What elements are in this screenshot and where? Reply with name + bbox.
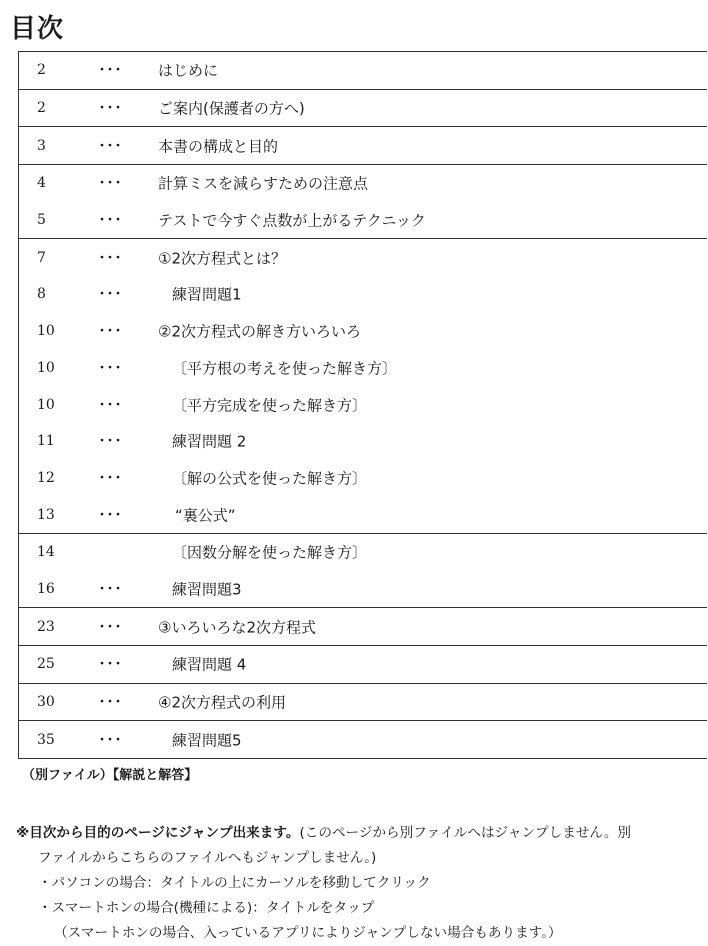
toc-leader-dots: ･･･ bbox=[99, 250, 124, 265]
toc-page-number: 10 bbox=[37, 396, 55, 413]
toc-page-number: 5 bbox=[37, 212, 46, 229]
toc-row bbox=[19, 534, 707, 571]
toc-row bbox=[19, 496, 707, 533]
toc-page-number: 10 bbox=[37, 323, 55, 340]
toc-page-number: 2 bbox=[37, 100, 46, 117]
toc-leader-dots: ･･･ bbox=[99, 656, 124, 671]
toc-page-number: 10 bbox=[37, 359, 55, 376]
toc-entry-link[interactable]: はじめに bbox=[158, 61, 219, 80]
toc-page-number: 12 bbox=[37, 469, 55, 486]
toc-page-number: 4 bbox=[37, 175, 46, 192]
toc-page-number: 25 bbox=[37, 656, 55, 673]
toc-row bbox=[19, 608, 707, 645]
separate-file-label: （別ファイル）【解説と解答】 bbox=[22, 768, 198, 783]
toc-leader-dots: ･･･ bbox=[99, 581, 124, 596]
toc-leader-dots: ･･･ bbox=[99, 433, 124, 448]
toc-row bbox=[19, 460, 707, 497]
toc-entry-link[interactable]: 練習問題 4 bbox=[172, 655, 247, 674]
toc-entry-link[interactable]: 〔平方根の考えを使った解き方〕 bbox=[172, 359, 398, 378]
toc-entry-link[interactable]: 〔解の公式を使った解き方〕 bbox=[172, 469, 368, 488]
toc-leader-dots: ･･･ bbox=[99, 323, 124, 338]
toc-entry-link[interactable]: ①2次方程式とは？ bbox=[158, 249, 286, 268]
toc-leader-dots: ･･･ bbox=[99, 732, 124, 747]
toc-entry-link[interactable]: 練習問題3 bbox=[172, 580, 242, 599]
table-of-contents bbox=[18, 51, 707, 759]
toc-leader-dots: ･･･ bbox=[99, 507, 124, 522]
toc-leader-dots: ･･･ bbox=[99, 287, 124, 302]
toc-page-number: 16 bbox=[37, 580, 55, 597]
toc-entry-link[interactable]: ご案内(保護者の方へ) bbox=[158, 99, 305, 118]
toc-leader-dots: ･･･ bbox=[99, 212, 124, 227]
toc-row bbox=[19, 646, 707, 683]
toc-group bbox=[19, 684, 707, 722]
usage-notes bbox=[16, 821, 706, 946]
toc-entry-link[interactable]: 練習問題 2 bbox=[172, 432, 247, 451]
toc-leader-dots: ･･･ bbox=[99, 176, 124, 191]
toc-row bbox=[19, 350, 707, 387]
toc-page-number: 30 bbox=[37, 694, 55, 711]
toc-entry-link[interactable]: ④2次方程式の利用 bbox=[158, 693, 286, 712]
toc-entry-link[interactable]: 本書の構成と目的 bbox=[158, 137, 279, 156]
smartphone-note: （スマートホンの場合、入っているアプリによりジャンプしない場合もあります。） bbox=[54, 925, 562, 941]
toc-page-number: 2 bbox=[37, 62, 46, 79]
toc-group bbox=[19, 165, 707, 239]
toc-page-number: 13 bbox=[37, 506, 55, 523]
toc-row bbox=[19, 684, 707, 721]
toc-entry-link[interactable]: ③いろいろな2次方程式 bbox=[158, 618, 316, 637]
toc-entry-link[interactable]: 〔平方完成を使った解き方〕 bbox=[172, 396, 368, 415]
toc-entry-link[interactable]: 〔因数分解を使った解き方〕 bbox=[172, 543, 368, 562]
toc-group bbox=[19, 534, 707, 608]
toc-group bbox=[19, 127, 707, 165]
toc-row bbox=[19, 313, 707, 350]
toc-leader-dots: ･･･ bbox=[99, 397, 124, 412]
toc-page-number: 23 bbox=[37, 618, 55, 635]
toc-leader-dots: ･･･ bbox=[99, 694, 124, 709]
jump-note-rest: (このページから別ファイルへはジャンプしません。別 bbox=[299, 825, 632, 841]
toc-row bbox=[19, 571, 707, 608]
smartphone-instruction: ・スマートホンの場合(機種による)：タイトルをタップ bbox=[38, 900, 375, 916]
toc-row bbox=[19, 239, 707, 276]
pc-instruction: ・パソコンの場合：タイトルの上にカーソルを移動してクリック bbox=[38, 875, 431, 891]
toc-entry-link[interactable]: ②2次方程式の解き方いろいろ bbox=[158, 322, 361, 341]
toc-row bbox=[19, 386, 707, 423]
toc-leader-dots: ･･･ bbox=[99, 360, 124, 375]
toc-page-number: 11 bbox=[37, 433, 55, 450]
toc-group bbox=[19, 646, 707, 684]
toc-entry-link[interactable]: 練習問題5 bbox=[172, 731, 242, 750]
toc-leader-dots: ･･･ bbox=[99, 470, 124, 485]
toc-leader-dots: ･･･ bbox=[99, 619, 124, 634]
toc-group bbox=[19, 608, 707, 646]
toc-row bbox=[19, 165, 707, 202]
toc-entry-link[interactable]: 練習問題1 bbox=[172, 285, 242, 304]
jump-note-continued: ファイルからこちらのファイルへもジャンプしません。) bbox=[38, 850, 377, 866]
toc-entry-link[interactable]: テストで今すぐ点数が上がるテクニック bbox=[158, 211, 426, 230]
toc-row bbox=[19, 423, 707, 460]
toc-row bbox=[19, 90, 707, 127]
toc-row bbox=[19, 276, 707, 313]
toc-leader-dots: ･･･ bbox=[99, 100, 124, 115]
jump-note-bold: ※目次から目的のページにジャンプ出来ます。 bbox=[16, 825, 300, 841]
toc-leader-dots: ･･･ bbox=[99, 138, 124, 153]
toc-group bbox=[19, 239, 707, 534]
toc-page-number: 8 bbox=[37, 286, 46, 303]
toc-row bbox=[19, 202, 707, 239]
toc-group bbox=[19, 52, 707, 90]
toc-page-number: 35 bbox=[37, 731, 55, 748]
jump-note bbox=[16, 821, 706, 846]
page-title: 目次 bbox=[10, 14, 65, 44]
toc-entry-link[interactable]: 計算ミスを減らすための注意点 bbox=[158, 174, 369, 193]
toc-group bbox=[19, 90, 707, 128]
toc-group bbox=[19, 721, 707, 759]
toc-page-number: 3 bbox=[37, 137, 46, 154]
toc-page-number: 7 bbox=[37, 249, 46, 266]
toc-entry-link[interactable]: “裏公式” bbox=[175, 506, 236, 525]
toc-page-number: 14 bbox=[37, 544, 55, 561]
toc-row bbox=[19, 52, 707, 89]
toc-row bbox=[19, 721, 707, 758]
toc-leader-dots: ･･･ bbox=[99, 62, 124, 77]
toc-row bbox=[19, 127, 707, 164]
